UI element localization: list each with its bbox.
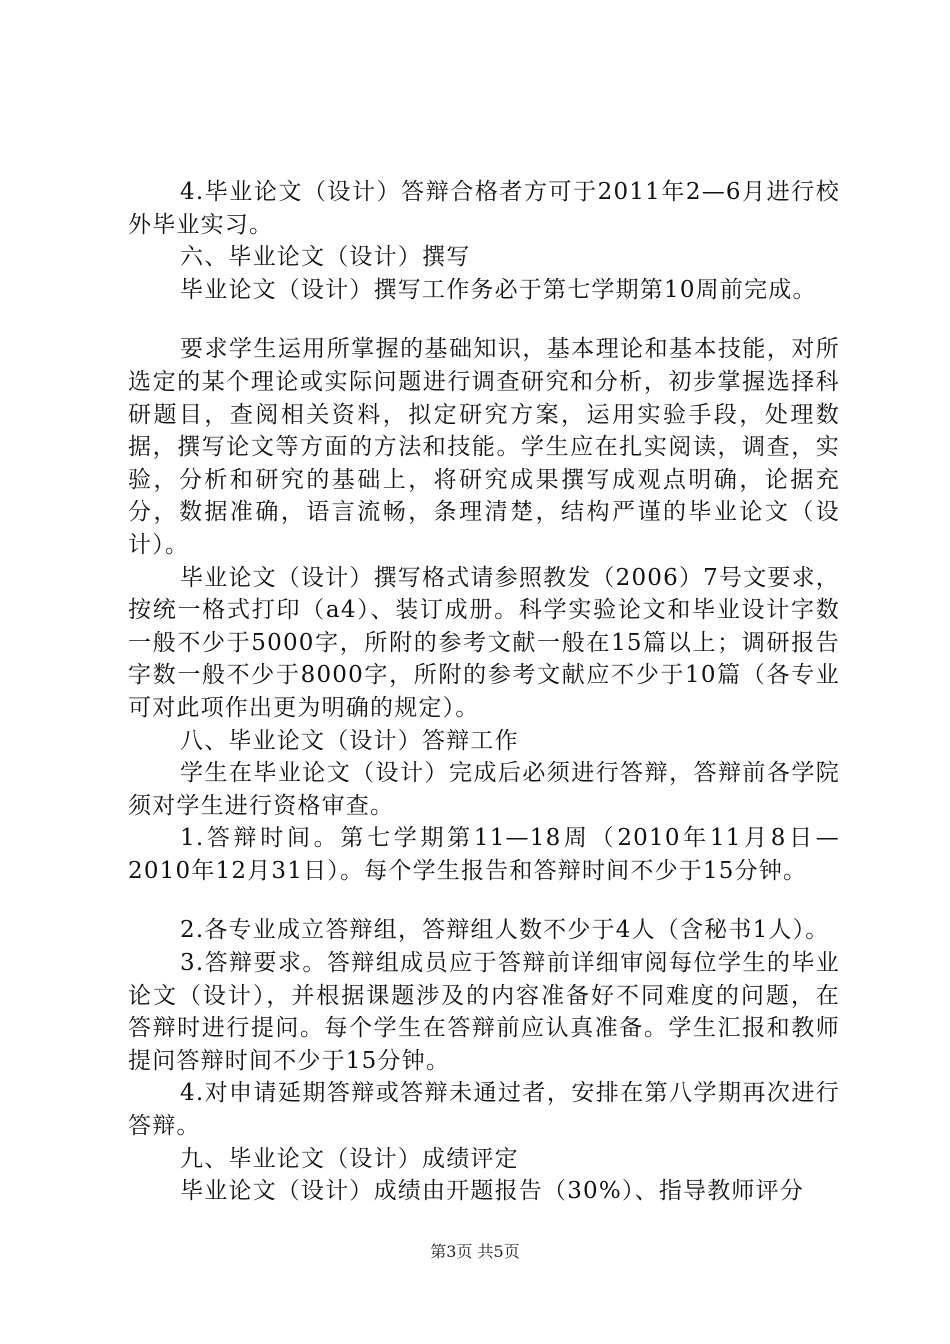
section-heading-defense: 八、毕业论文（设计）答辩工作 [180, 727, 519, 754]
paragraph-writing-deadline: 毕业论文（设计）撰写工作务必于第七学期第10周前完成。 [180, 276, 817, 303]
paragraph-defense-qualified-internship: 4.毕业论文（设计）答辩合格者方可于2011年2—6月进行校外毕业实习。 [128, 179, 840, 238]
section-heading-grading: 九、毕业论文（设计）成绩评定 [180, 1145, 519, 1172]
paragraph-defense-delay: 4.对申请延期答辩或答辩未通过者，安排在第八学期再次进行答辩。 [128, 1080, 840, 1140]
paragraph-writing-requirements: 要求学生运用所掌握的基础知识，基本理论和基本技能，对所选定的某个理论或实际问题进行调查研究和分析，初步掌握选择科研题目，查阅相关资料，拟定研究方案，运用实验手段，处理数据，撰写论文等方面的方法和技能。学生应在扎实阅读，调查，实验，分析和研究的基础上，将研究成果撰写成观点明确，论据充分，数据准确，语言流畅，条理清楚，结构严谨的毕业论文（设计）。 [128, 336, 840, 558]
paragraph-spacer [128, 306, 840, 333]
paragraph-spacer [128, 887, 840, 914]
paragraph-defense-requirements: 3.答辩要求。答辩组成员应于答辩前详细审阅每位学生的毕业论文（设计），并根据课题涉及的内容准备好不同难度的问题，在答辩时进行提问。每个学生在答辩前应认真准备。学生汇报和教师提问答辩时间不少于15分钟。 [128, 950, 840, 1074]
paragraph-defense-review: 学生在毕业论文（设计）完成后必须进行答辩，答辩前各学院须对学生进行资格审查。 [128, 760, 840, 819]
section-heading-writing: 六、毕业论文（设计）撰写 [180, 244, 471, 271]
paragraph-writing-format: 毕业论文（设计）撰写格式请参照教发（2006）7号文要求，按统一格式打印（a4）、装订成册。科学实验论文和毕业设计字数一般不少于5000字，所附的参考文献一般在15篇以上；调研报告字数一般不少于8000字，所附的参考文献应不少于10篇（各专业可对此项作出更为明确的规定）。 [128, 564, 840, 721]
document-body [128, 176, 840, 1208]
paragraph-defense-group: 2.各专业成立答辩组，答辩组人数不少于4人（含秘书1人）。 [180, 917, 830, 944]
paragraph-grading-composition: 毕业论文（设计）成绩由开题报告（30%）、指导教师评分 [180, 1178, 805, 1205]
page-footer: 第3页 共5页 [430, 1242, 520, 1261]
paragraph-defense-time: 1.答辩时间。第七学期第11—18周（2010年11月8日—2010年12月31日）。每个学生报告和答辩时间不少于15分钟。 [128, 825, 840, 884]
